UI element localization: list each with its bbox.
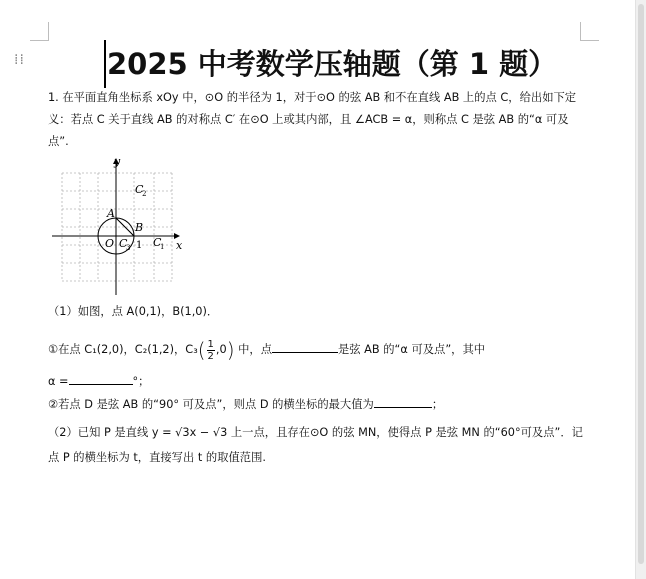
- document-title[interactable]: 2025 中考数学压轴题（第 1 题）: [107, 47, 558, 81]
- part1-question2-line[interactable]: [48, 397, 443, 413]
- left-paren: (: [197, 338, 206, 362]
- fraction-one-half: [207, 339, 215, 362]
- part2-line-1[interactable]: （2）已知 P 是直线 y = √3x − √3 上一点，且存在⊙O 的弦 MN，使得点 P 是弦 MN 的“60°可及点”．记: [48, 426, 583, 439]
- problem-line-3[interactable]: 点”.: [48, 135, 69, 148]
- point-c3-label: C: [119, 237, 128, 250]
- tick-one-label: 1: [136, 240, 143, 251]
- grid-lines: [62, 173, 172, 281]
- problem-line-1[interactable]: 1. 在平面直角坐标系 xOy 中，⊙O 的半径为 1，对于⊙O 的弦 AB 和不在直线 AB 上的点 C，给出如下定: [48, 91, 577, 104]
- problem-line-2[interactable]: 义：若点 C 关于直线 AB 的对称点 C′ 在⊙O 上或其内部，且 ∠ACB = α，则称点 C 是弦 AB 的“α 可及: [48, 113, 569, 126]
- point-a-label: A: [107, 207, 115, 220]
- origin-label: O: [105, 237, 115, 250]
- answer-blank-max-x[interactable]: [374, 397, 432, 408]
- scrollbar-thumb[interactable]: [638, 4, 644, 564]
- point-c1-label: C: [153, 236, 162, 249]
- right-paren: ): [226, 338, 235, 362]
- answer-blank-alpha[interactable]: [69, 374, 133, 385]
- answer-blank-points[interactable]: [272, 342, 338, 353]
- q1-mid-text: 中，点: [238, 343, 272, 356]
- q1-tail-text: 是弦 AB 的“α 可及点”，其中: [338, 343, 486, 356]
- point-c2-label: C: [135, 183, 144, 196]
- point-c2-subscript: 2: [142, 190, 147, 198]
- q1-points-text: ①在点 C₁(2,0)，C₂(1,2)，C₃: [48, 343, 198, 356]
- coordinate-figure: [48, 155, 188, 297]
- text-cursor: [104, 40, 106, 88]
- part2-line-2[interactable]: 点 P 的横坐标为 t，直接写出 t 的取值范围.: [48, 451, 266, 464]
- fraction-denominator: 2: [207, 350, 214, 362]
- axis-y-label: y: [114, 155, 121, 168]
- point-c3-subscript: 3: [126, 244, 131, 252]
- axis-x-label: x: [176, 239, 183, 252]
- q1-coord-rest: ,0: [215, 343, 227, 356]
- page-corner-marker-top-right: [580, 22, 599, 41]
- alpha-label: α =: [48, 375, 69, 388]
- point-c1-subscript: 1: [160, 243, 165, 251]
- part1-alpha-line[interactable]: [48, 374, 149, 390]
- q2-text: ②若点 D 是弦 AB 的“90° 可及点”，则点 D 的横坐标的最大值为: [48, 398, 374, 411]
- vertical-scrollbar[interactable]: [635, 0, 646, 579]
- q2-end: ；: [431, 398, 444, 411]
- degree-suffix: °；: [132, 375, 150, 388]
- drag-handle-icon[interactable]: ⁞⁞: [14, 52, 25, 68]
- part1-intro[interactable]: （1）如图，点 A(0,1)，B(1,0)．: [48, 305, 219, 318]
- page-corner-marker-top-left: [30, 22, 49, 41]
- part1-question1-line[interactable]: [48, 337, 485, 363]
- fraction-numerator: 1: [207, 338, 214, 350]
- point-b-label: B: [135, 221, 144, 234]
